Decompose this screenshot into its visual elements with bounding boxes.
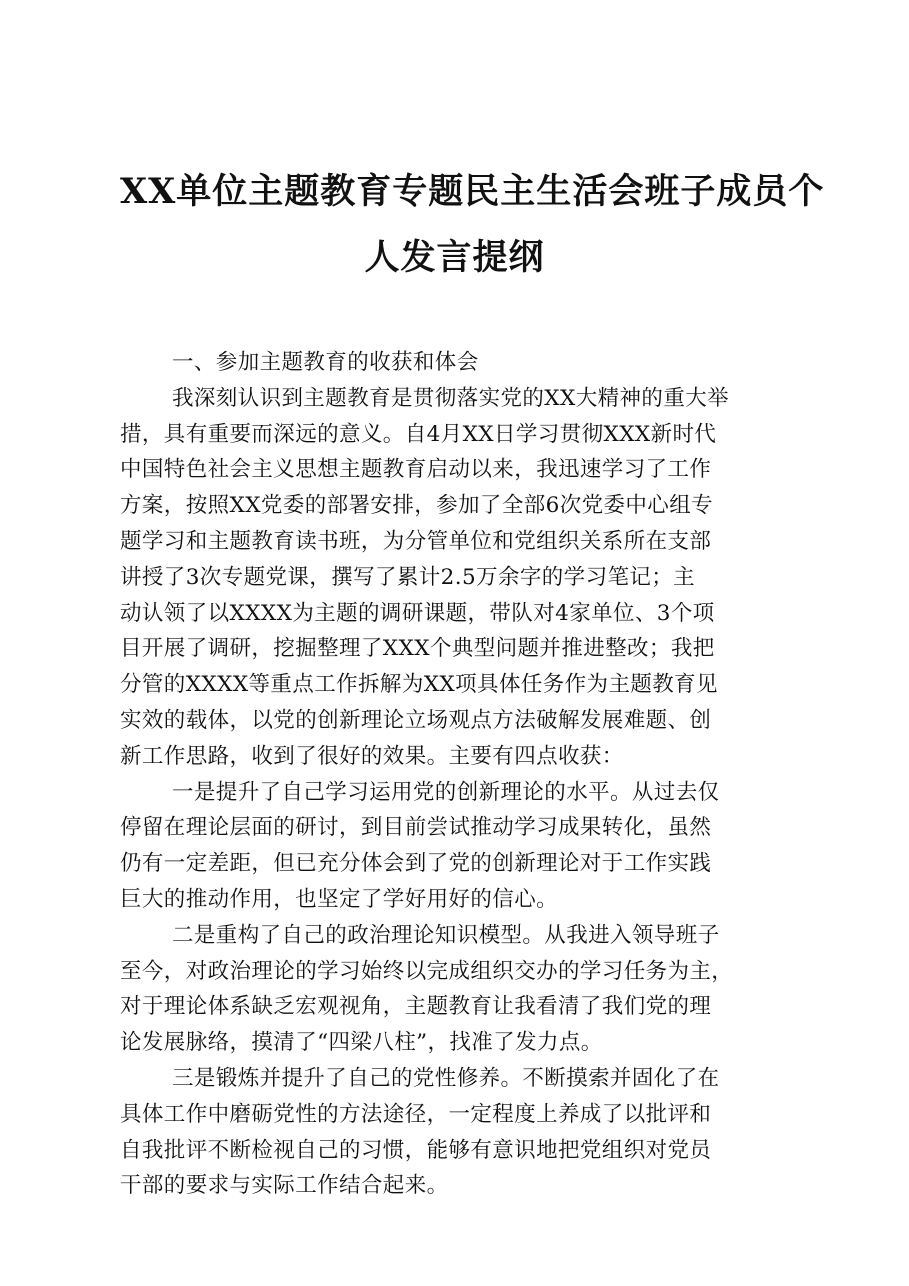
body-text-line: 新工作思路，收到了很好的效果。主要有四点收获： — [120, 743, 624, 769]
body-text-line: 措，具有重要而深远的意义。自4月XX日学习贯彻XXX新时代 — [120, 421, 717, 447]
body-text-line: 动认领了以XXXX为主题的调研课题，带队对4家单位、3个项 — [120, 600, 715, 626]
document-body — [120, 345, 800, 1204]
body-text-line: 仍有一定差距，但已充分体会到了党的创新理论对于工作实践 — [120, 851, 712, 877]
body-text-line: 一、参加主题教育的收获和体会 — [172, 350, 479, 375]
body-text-line: 对于理论体系缺乏宏观视角，主题教育让我看清了我们党的理 — [120, 994, 712, 1020]
body-text-line: 干部的要求与实际工作结合起来。 — [120, 1173, 449, 1199]
body-text-line: 至今，对政治理论的学习始终以完成组织交办的学习任务为主， — [120, 958, 734, 984]
document-title-line-2: 人发言提纲 — [364, 237, 545, 278]
body-text-line: 三是锻炼并提升了自己的党性修养。不断摸索并固化了在 — [172, 1065, 720, 1091]
body-text-line: 分管的XXXX等重点工作拆解为XX项具体任务作为主题教育见 — [120, 672, 718, 698]
body-text-line: 论发展脉络，摸清了“四梁八柱”，找准了发力点。 — [120, 1030, 603, 1056]
body-text-line: 二是重构了自己的政治理论知识模型。从我进入领导班子 — [172, 922, 720, 948]
body-text-line: 方案，按照XX党委的部署安排，参加了全部6次党委中心组专 — [120, 493, 713, 519]
body-text-line: 巨大的推动作用，也坚定了学好用好的信心。 — [120, 886, 559, 912]
body-text-line: 讲授了3次专题党课，撰写了累计2.5万余字的学习笔记；主 — [120, 564, 696, 590]
body-text-line: 具体工作中磨砺党性的方法途径，一定程度上养成了以批评和 — [120, 1101, 712, 1127]
body-text-line: 目开展了调研，挖掘整理了XXX个典型问题并推进整改；我把 — [120, 636, 715, 662]
body-text-line: 自我批评不断检视自己的习惯，能够有意识地把党组织对党员 — [120, 1137, 712, 1163]
body-text-line: 实效的载体，以党的创新理论立场观点方法破解发展难题、创 — [120, 707, 712, 733]
body-text-line: 停留在理论层面的研讨，到目前尝试推动学习成果转化，虽然 — [120, 815, 712, 841]
body-text-line: 我深刻认识到主题教育是贯彻落实党的XX大精神的重大举 — [172, 385, 730, 411]
body-text-line: 一是提升了自己学习运用党的创新理论的水平。从过去仅 — [172, 779, 720, 805]
document-title-line-1: XX单位主题教育专题民主生活会班子成员个 — [120, 171, 825, 212]
body-text-line: 题学习和主题教育读书班，为分管单位和党组织关系所在支部 — [120, 528, 712, 554]
body-text-line: 中国特色社会主义思想主题教育启动以来，我迅速学习了工作 — [120, 457, 712, 483]
